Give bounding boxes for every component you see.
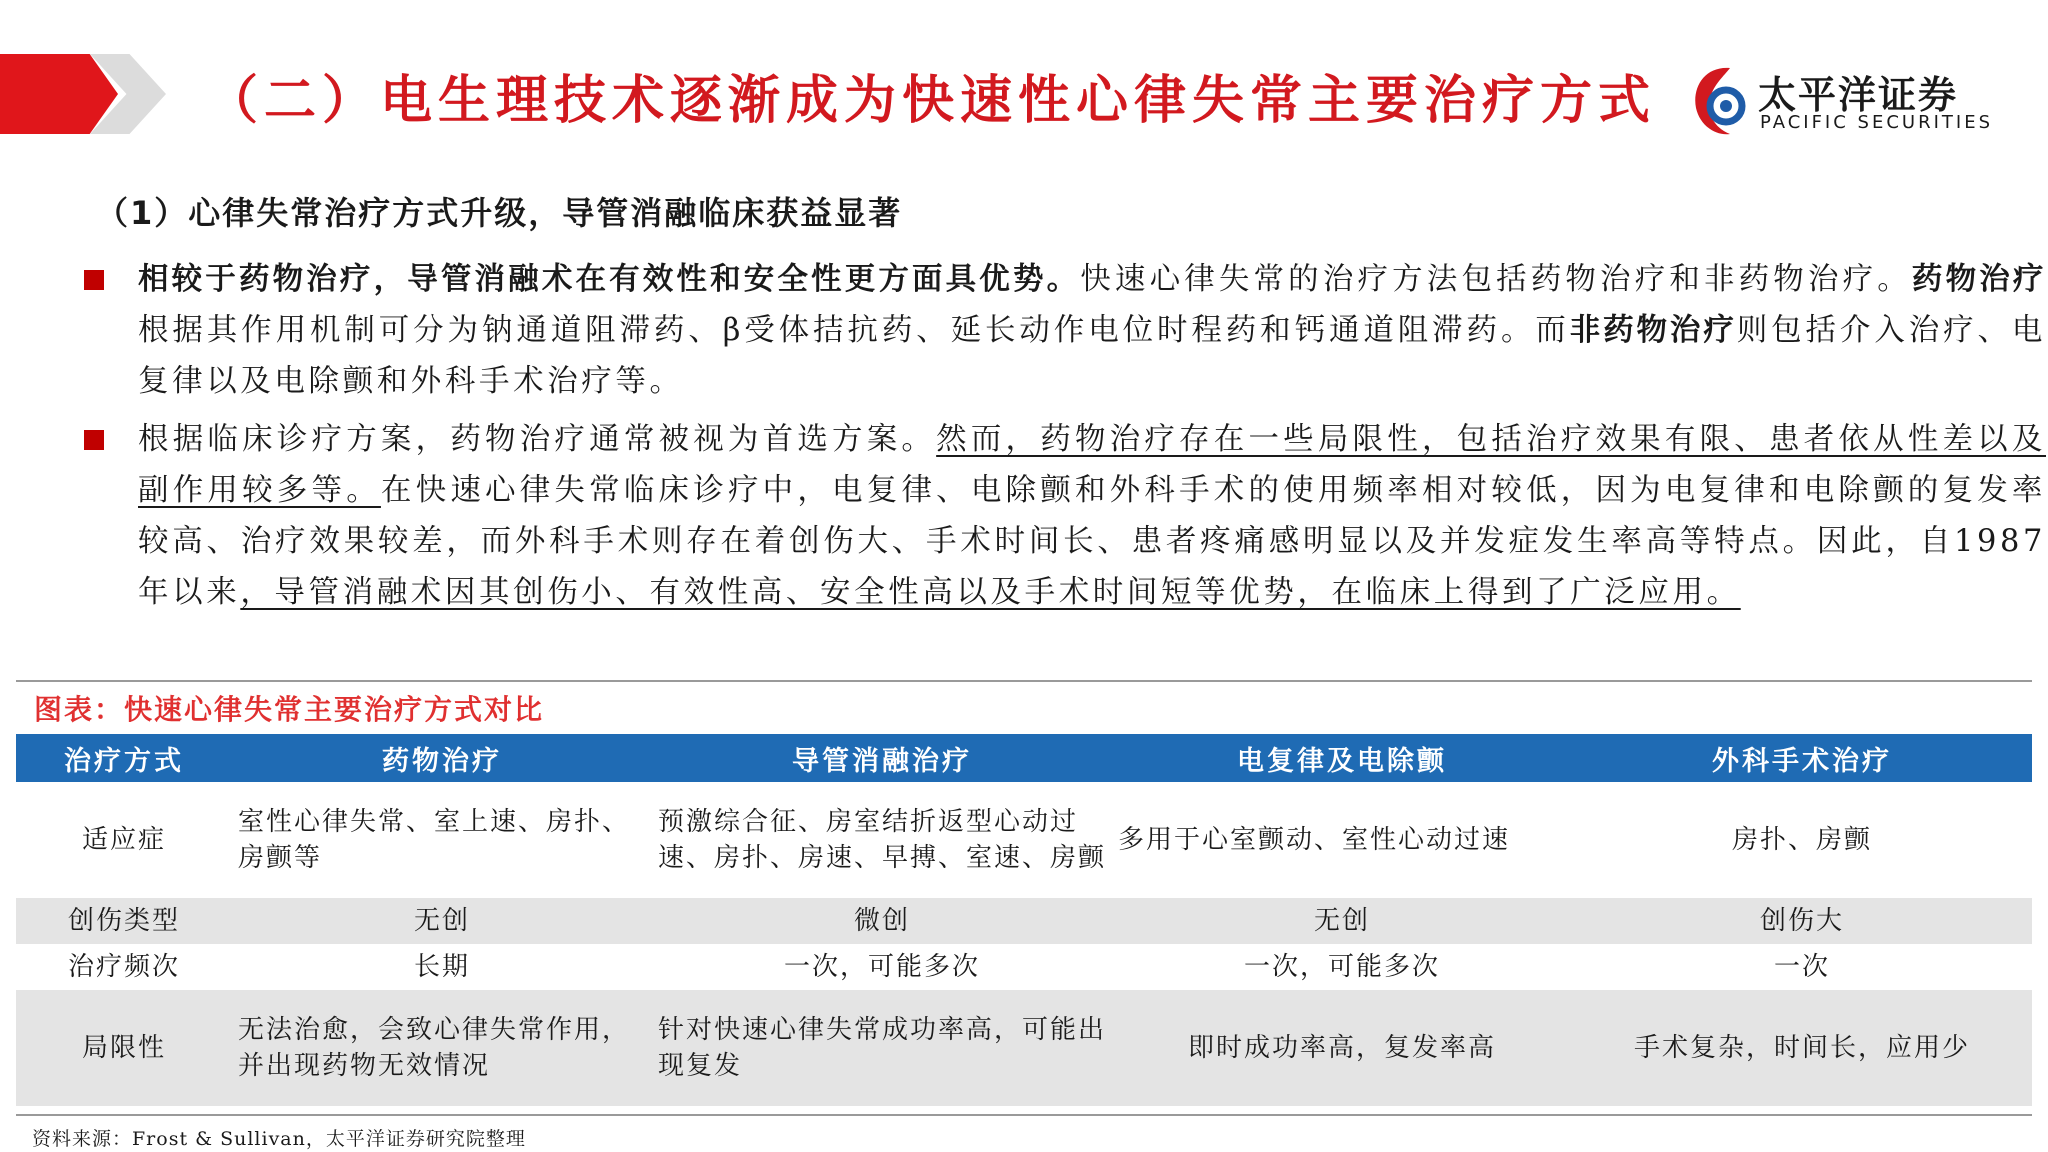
table-cell: 多用于心室颤动、室性心动过速 bbox=[1118, 825, 1511, 855]
bullet-2-text-b: 在快速心律失常临床诊疗中，电复律、电除颤和外科手术的使用频率相对较低，因为电复律和电除颤的复发率较高、治疗效果较差，而外科手术则存在着创伤大、手术时间长、患者疼痛感明显以及并发症发生率高等特点。因此，自1987年以来 bbox=[138, 473, 2047, 610]
table-row bbox=[16, 898, 2032, 944]
table-header-row bbox=[16, 734, 2032, 782]
section-heading: （1）心律失常治疗方式升级，导管消融临床获益显著 bbox=[96, 194, 903, 232]
source-note: 资料来源：Frost & Sullivan，太平洋证券研究院整理 bbox=[32, 1128, 526, 1150]
comparison-table bbox=[16, 734, 2032, 1106]
table-cell: 长期 bbox=[413, 952, 470, 982]
bullet-1-text-b: 根据其作用机制可分为钠通道阻滞药、β受体拮抗药、延长动作电位时程药和钙通道阻滞药。而 bbox=[138, 313, 1570, 348]
table-cell: 创伤类型 bbox=[16, 898, 232, 944]
bullet-1-text-a: 快速心律失常的治疗方法包括药物治疗和非药物治疗。 bbox=[1080, 262, 1912, 297]
bullet-1-text bbox=[138, 254, 2046, 407]
bullet-2-text bbox=[138, 414, 2046, 618]
logo-english-name: PACIFIC SECURITIES bbox=[1760, 112, 1993, 133]
table-cell: 预激综合征、房室结折返型心动过速、房扑、房速、早搏、室速、房颤 bbox=[658, 807, 1107, 873]
table-header-cell: 电复律及电除颤 bbox=[1112, 734, 1572, 782]
table-header-cell: 药物治疗 bbox=[232, 734, 652, 782]
company-logo bbox=[1690, 62, 2000, 142]
table-header-cell: 外科手术治疗 bbox=[1572, 734, 2032, 782]
table-cell: 无创 bbox=[232, 898, 652, 944]
table-header-cell: 导管消融治疗 bbox=[652, 734, 1112, 782]
table-cell: 局限性 bbox=[16, 990, 232, 1106]
bullet-1-text-c: 则包括介入治疗、电复律以及电除颤和外科手术治疗等。 bbox=[138, 313, 2046, 399]
table-cell: 一次，可能多次 bbox=[1243, 952, 1440, 982]
table-cell: 适应症 bbox=[81, 825, 166, 855]
table-cell: 针对快速心律失常成功率高，可能出现复发 bbox=[652, 990, 1112, 1106]
table-cell: 室性心律失常、室上速、房扑、房颤等 bbox=[238, 807, 631, 873]
table-row bbox=[16, 944, 2032, 990]
page-title: （二）电生理技术逐渐成为快速性心律失常主要治疗方式 bbox=[206, 71, 1657, 131]
table-row bbox=[16, 990, 2032, 1106]
bullet-2-underline-a: 然而，药物治疗存在一些局限性，包括治疗效果有限、患者依从性差以及副作用较多等。 bbox=[138, 422, 2046, 508]
table-cell: 即时成功率高，复发率高 bbox=[1112, 990, 1572, 1106]
table-cell: 房扑、房颤 bbox=[1731, 825, 1872, 855]
bullet-1-bold-lead: 相较于药物治疗，导管消融术在有效性和安全性更方面具优势。 bbox=[138, 262, 1081, 297]
bullet-1-bold-drug: 药物治疗 bbox=[1911, 262, 2046, 297]
bullet-square-icon bbox=[84, 270, 104, 290]
table-cell: 微创 bbox=[652, 898, 1112, 944]
bullet-paragraph-1 bbox=[80, 254, 2046, 407]
table-cell: 一次 bbox=[1773, 952, 1830, 982]
table-cell: 创伤大 bbox=[1572, 898, 2032, 944]
logo-emblem-icon bbox=[1690, 62, 1752, 140]
bullet-paragraph-2 bbox=[80, 414, 2047, 618]
table-cell: 无创 bbox=[1112, 898, 1572, 944]
table-cell: 无法治愈，会致心律失常作用，并出现药物无效情况 bbox=[232, 990, 652, 1106]
bullet-1-bold-nondrug: 非药物治疗 bbox=[1569, 313, 1737, 348]
bullet-2-text-a: 根据临床诊疗方案，药物治疗通常被视为首选方案。 bbox=[138, 422, 937, 457]
header-arrow-red bbox=[0, 54, 118, 134]
table-caption: 图表：快速心律失常主要治疗方式对比 bbox=[34, 693, 545, 726]
logo-chinese-name: 太平洋证券 bbox=[1758, 73, 1959, 117]
table-row bbox=[16, 782, 2032, 898]
table-cell: 手术复杂，时间长，应用少 bbox=[1572, 990, 2032, 1106]
divider-line bbox=[16, 680, 2032, 682]
table-header-cell: 治疗方式 bbox=[16, 734, 232, 782]
divider-line bbox=[16, 1114, 2032, 1116]
bullet-square-icon bbox=[84, 430, 104, 450]
table-cell: 一次，可能多次 bbox=[783, 952, 980, 982]
bullet-2-underline-b: ，导管消融术因其创伤小、有效性高、安全性高以及手术时间短等优势，在临床上得到了广泛应用。 bbox=[240, 575, 1741, 610]
table-cell: 治疗频次 bbox=[67, 952, 180, 982]
